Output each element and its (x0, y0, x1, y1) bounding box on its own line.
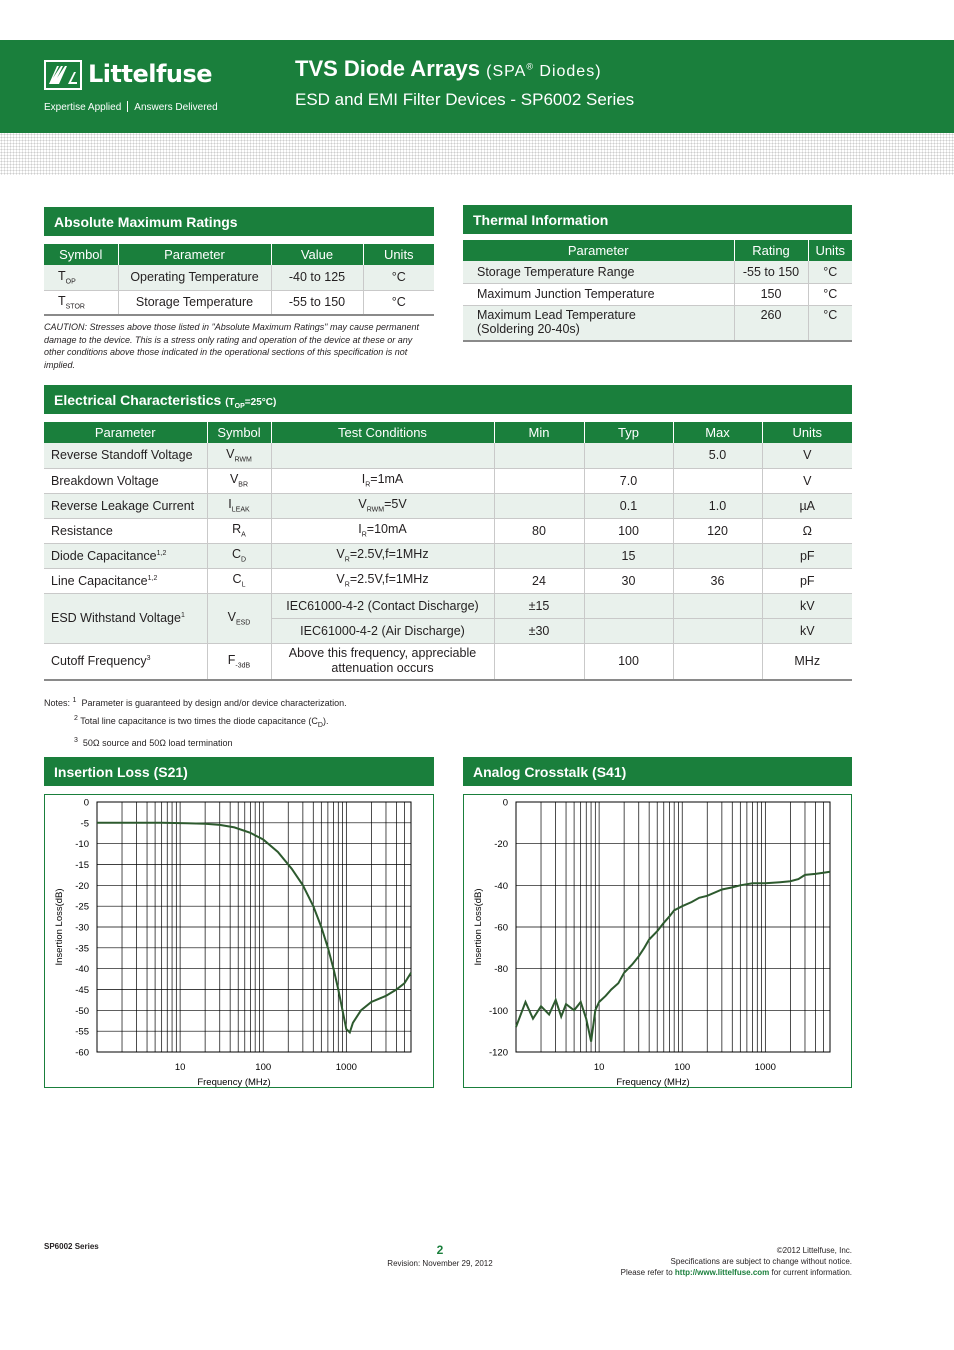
littelfuse-logo-icon (44, 60, 82, 90)
units-cell: pF (762, 543, 852, 568)
col-header: Symbol (44, 244, 118, 265)
condition-cell (271, 443, 494, 468)
param-cell: Storage Temperature (118, 290, 271, 315)
param-cell (44, 593, 207, 643)
table-row (44, 443, 852, 468)
y-tick-label: -30 (75, 922, 89, 934)
cond-post: =2.5V,f=1MHz (349, 547, 429, 562)
x-axis-label: Frequency (MHz) (616, 1077, 690, 1088)
typ-cell: 30 (584, 568, 673, 593)
cond-sub: R (361, 531, 367, 539)
cond-post: =10mA (366, 522, 407, 537)
param-cell (463, 305, 734, 341)
param-cell (44, 543, 207, 568)
y-tick-label: -25 (75, 901, 89, 913)
y-tick-label: -45 (75, 985, 89, 996)
cond-text: V (336, 547, 345, 562)
min-cell (494, 443, 584, 468)
registered-mark: ® (526, 61, 534, 72)
y-tick-label: 0 (83, 797, 89, 809)
title-main: TVS Diode Arrays (295, 56, 481, 81)
symbol-cell (207, 593, 271, 643)
typ-cell: 7.0 (584, 468, 673, 493)
col-header: Min (494, 422, 584, 443)
y-tick-label: -20 (494, 839, 508, 851)
tagline-divider (127, 101, 128, 112)
footer-right (621, 1245, 852, 1278)
thermal-header-row (463, 240, 852, 261)
note-text: Total line capacitance is two times the diode capacitance (C (80, 716, 318, 726)
notes (44, 693, 347, 751)
symbol-sub: OP (65, 278, 76, 286)
y-tick-label: -55 (75, 1026, 89, 1038)
col-header: Units (363, 244, 434, 265)
footer-center (360, 1243, 520, 1268)
col-header: Symbol (207, 422, 271, 443)
rating-cell: -55 to 150 (734, 261, 808, 283)
param-sup: 3 (146, 655, 151, 663)
note-sub: D (317, 721, 323, 729)
condition-cell: IEC61000-4-2 (Air Discharge) (271, 618, 494, 643)
table-row (44, 518, 852, 543)
elec-heading-text: Electrical Characteristics (54, 392, 222, 408)
notes-label: Notes: (44, 698, 71, 708)
note-text: 50Ω source and 50Ω load termination (82, 737, 233, 748)
cond-sub: R (344, 556, 350, 564)
units-cell: V (762, 468, 852, 493)
units-cell: pF (762, 568, 852, 593)
param-cell (44, 643, 207, 680)
units-cell: °C (808, 305, 852, 341)
y-tick-label: -20 (75, 880, 89, 892)
typ-cell: 100 (584, 643, 673, 680)
caution-text: CAUTION: Stresses above those listed in "Absolute Maximum Ratings" may cause permanent damage to the device. This is a stress only rating and operation of the device at these or any other conditions above those indicated in the operational sections of this specification is not implied. (44, 322, 420, 370)
typ-cell: 0.1 (584, 493, 673, 518)
condition-cell (271, 543, 494, 568)
y-tick-label: -10 (75, 839, 89, 851)
param-text: Breakdown Voltage (51, 473, 159, 488)
min-cell (494, 468, 584, 493)
symbol-sub: A (241, 531, 246, 539)
units-cell: °C (363, 290, 434, 315)
col-header: Parameter (463, 240, 734, 261)
min-cell (494, 543, 584, 568)
thermal-table (463, 240, 852, 342)
param-text: Resistance (51, 523, 113, 538)
param-cell: Storage Temperature Range (463, 261, 734, 283)
symbol-cell (44, 290, 118, 315)
max-cell (673, 593, 762, 618)
symbol-sub: D (240, 556, 247, 564)
title-diodes-text: Diodes) (533, 63, 602, 80)
cond-text: I (358, 522, 362, 537)
symbol-sub: ESD (235, 619, 251, 627)
thermal-heading: Thermal Information (463, 205, 852, 234)
max-cell: 1.0 (673, 493, 762, 518)
x-tick-label: 10 (593, 1062, 605, 1073)
elec-heading (44, 385, 852, 414)
cond-text: I (361, 472, 366, 487)
table-row (463, 305, 852, 341)
cond-sub: R (365, 481, 371, 489)
param-sup: 1,2 (147, 574, 158, 582)
units-cell: °C (808, 261, 852, 283)
x-tick-label: 1000 (335, 1062, 357, 1073)
elec-table (44, 422, 852, 681)
symbol: R (232, 522, 242, 537)
table-row (44, 593, 852, 618)
revision: Revision: November 29, 2012 (387, 1259, 493, 1268)
abs-max-heading: Absolute Maximum Ratings (44, 207, 434, 236)
typ-cell (584, 443, 673, 468)
rating-cell: 150 (734, 283, 808, 305)
min-cell (494, 493, 584, 518)
symbol: V (229, 472, 239, 487)
col-header: Units (762, 422, 852, 443)
y-axis-label: Insertion Loss(dB) (473, 888, 484, 966)
param-text: Reverse Standoff Voltage (51, 448, 193, 463)
condition-cell (271, 468, 494, 493)
note-2 (44, 711, 347, 733)
max-cell (673, 643, 762, 680)
symbol: C (232, 572, 242, 587)
symbol-sub: -3dB (235, 662, 251, 670)
symbol-cell (44, 265, 118, 290)
insertion-loss-svg (45, 795, 435, 1089)
param-text: ESD Withstand Voltage (51, 611, 181, 625)
cond-post: =25°C) (244, 397, 277, 408)
value-cell: -55 to 150 (271, 290, 363, 315)
series-line (516, 872, 830, 1042)
units-cell: V (762, 443, 852, 468)
symbol: T (58, 269, 66, 283)
elec-header-row (44, 422, 852, 443)
cond-sub: RWM (366, 506, 385, 514)
crosstalk-svg (464, 795, 853, 1089)
y-tick-label: -80 (494, 964, 508, 976)
param-text: Line Capacitance (51, 573, 148, 588)
col-header: Max (673, 422, 762, 443)
max-cell: 5.0 (673, 443, 762, 468)
table-row (44, 643, 852, 680)
elec-heading-condition (225, 397, 276, 408)
page-header (0, 40, 954, 133)
max-cell (673, 618, 762, 643)
y-tick-label: -100 (488, 1005, 508, 1017)
title-spa-text: (SPA (486, 63, 527, 80)
cond-line: Above this frequency, appreciable (288, 646, 477, 661)
min-cell: ±30 (494, 618, 584, 643)
typ-cell (584, 593, 673, 618)
page-subtitle: ESD and EMI Filter Devices - SP6002 Series (295, 90, 635, 109)
param-line: Maximum Lead Temperature (477, 307, 636, 322)
cond-pre: (T (225, 397, 235, 408)
tagline-right: Answers Delivered (134, 102, 218, 113)
symbol: F (227, 653, 236, 667)
y-tick-label: -5 (80, 818, 89, 830)
param-cell (44, 568, 207, 593)
crosstalk-chart (463, 794, 852, 1088)
y-tick-label: -40 (494, 880, 508, 892)
condition-cell (271, 493, 494, 518)
page-number: 2 (436, 1243, 444, 1257)
typ-cell: 15 (584, 543, 673, 568)
y-tick-label: -15 (75, 860, 89, 871)
symbol-sub: LEAK (231, 506, 250, 514)
col-header: Rating (734, 240, 808, 261)
note-sup: 1 (72, 697, 77, 704)
max-cell: 120 (673, 518, 762, 543)
col-header: Test Conditions (271, 422, 494, 443)
min-cell: 24 (494, 568, 584, 593)
table-row (44, 543, 852, 568)
symbol-cell (207, 468, 271, 493)
symbol: T (58, 294, 66, 308)
param-cell (44, 518, 207, 543)
condition-cell (271, 643, 494, 680)
max-cell: 36 (673, 568, 762, 593)
typ-cell (584, 618, 673, 643)
rating-cell: 260 (734, 305, 808, 341)
symbol-sub: RWM (234, 456, 252, 464)
param-text: Cutoff Frequency (51, 654, 147, 669)
symbol-cell (207, 568, 271, 593)
table-row (463, 283, 852, 305)
abs-max-header-row (44, 244, 434, 265)
cond-post: =1mA (370, 472, 404, 487)
table-row (44, 493, 852, 518)
min-cell: ±15 (494, 593, 584, 618)
x-tick-label: 1000 (754, 1062, 776, 1073)
condition-cell (271, 568, 494, 593)
insertion-loss-chart (44, 794, 434, 1088)
website-link[interactable]: http://www.littelfuse.com (674, 1268, 770, 1277)
footer-series: SP6002 Series (44, 1242, 99, 1251)
dot-pattern-band (0, 133, 954, 175)
table-row (463, 261, 852, 283)
units-cell: kV (762, 618, 852, 643)
col-header: Parameter (118, 244, 271, 265)
cond-text: V (358, 497, 367, 512)
param-cell: Operating Temperature (118, 265, 271, 290)
param-cell (44, 443, 207, 468)
cond-post: =5V (384, 497, 407, 512)
symbol: V (227, 609, 236, 624)
abs-max-table (44, 244, 434, 316)
y-tick-label: -50 (75, 1005, 89, 1017)
y-tick-label: -120 (488, 1047, 508, 1059)
cond-sub: R (344, 581, 350, 589)
param-cell: Maximum Junction Temperature (463, 283, 734, 305)
table-row (44, 568, 852, 593)
param-cell (44, 468, 207, 493)
cond-text: V (336, 572, 345, 587)
note-sup: 3 (74, 736, 78, 744)
table-row (44, 290, 434, 315)
symbol: I (228, 497, 232, 512)
units-cell: °C (363, 265, 434, 290)
condition-cell: IEC61000-4-2 (Contact Discharge) (271, 593, 494, 618)
refer-line (621, 1267, 852, 1278)
param-sup: 1 (180, 611, 185, 619)
note-3 (44, 733, 347, 751)
symbol-cell (207, 643, 271, 680)
note-text-end: ). (322, 716, 329, 726)
units-cell: kV (762, 593, 852, 618)
brand-name: Littelfuse (88, 60, 213, 88)
symbol: C (231, 547, 241, 562)
brand-tagline (44, 101, 218, 113)
min-cell: 80 (494, 518, 584, 543)
param-cell (44, 493, 207, 518)
y-tick-label: -35 (75, 943, 89, 955)
x-tick-label: 10 (174, 1062, 186, 1073)
typ-cell: 100 (584, 518, 673, 543)
copyright: ©2012 Littelfuse, Inc. (776, 1246, 852, 1255)
param-sup: 1,2 (156, 549, 167, 557)
symbol-cell (207, 518, 271, 543)
value-cell: -40 to 125 (271, 265, 363, 290)
title-spa (486, 63, 601, 80)
symbol-sub: BR (238, 481, 249, 489)
table-row (44, 468, 852, 493)
refer-post: for current information. (769, 1268, 852, 1277)
page-title (295, 56, 602, 82)
x-tick-label: 100 (255, 1062, 272, 1073)
units-cell: MHz (762, 643, 852, 680)
x-axis-label: Frequency (MHz) (197, 1077, 271, 1088)
param-line: (Soldering 20-40s) (477, 321, 580, 336)
condition-cell (271, 518, 494, 543)
symbol-cell (207, 493, 271, 518)
y-axis-label: Insertion Loss(dB) (54, 888, 65, 966)
param-text: Reverse Leakage Current (51, 498, 195, 513)
note-1 (44, 693, 347, 711)
col-header: Value (271, 244, 363, 265)
symbol: V (226, 447, 235, 461)
max-cell (673, 468, 762, 493)
col-header: Parameter (44, 422, 207, 443)
tagline-left: Expertise Applied (44, 102, 122, 113)
max-cell (673, 543, 762, 568)
y-tick-label: 0 (502, 797, 508, 809)
table-row (44, 265, 434, 290)
symbol-sub: STOR (65, 303, 85, 311)
col-header: Typ (584, 422, 673, 443)
chart2-heading: Analog Crosstalk (S41) (463, 757, 852, 786)
cond-post: =2.5V,f=1MHz (349, 572, 429, 587)
note-text: Parameter is guaranteed by design and/or device characterization. (81, 698, 347, 708)
notice: Specifications are subject to change without notice. (670, 1257, 852, 1266)
y-tick-label: -60 (75, 1047, 89, 1059)
x-tick-label: 100 (674, 1062, 691, 1073)
symbol-sub: L (241, 581, 246, 589)
min-cell (494, 643, 584, 680)
units-cell: µA (762, 493, 852, 518)
note-sup: 2 (74, 715, 78, 722)
cond-line: attenuation occurs (331, 661, 434, 676)
units-cell: Ω (762, 518, 852, 543)
refer-pre: Please refer to (620, 1268, 675, 1277)
littelfuse-logo (44, 60, 244, 120)
symbol-cell (207, 543, 271, 568)
y-tick-label: -60 (494, 922, 508, 934)
series-line (97, 823, 411, 1033)
units-cell: °C (808, 283, 852, 305)
y-tick-label: -40 (75, 964, 89, 976)
param-text: Diode Capacitance (51, 548, 157, 563)
col-header: Units (808, 240, 852, 261)
cond-sub: OP (234, 403, 245, 410)
chart1-heading: Insertion Loss (S21) (44, 757, 434, 786)
symbol-cell (207, 443, 271, 468)
